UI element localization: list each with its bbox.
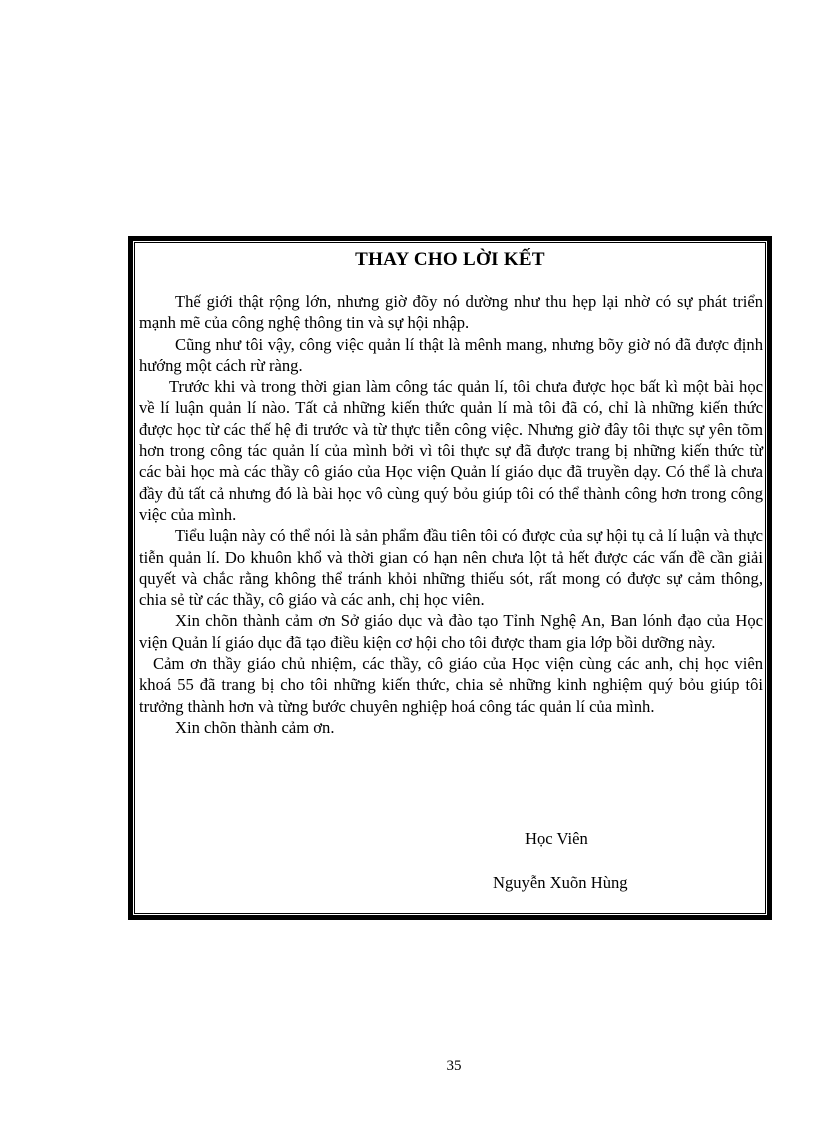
paragraph-3: Trước khi và trong thời gian làm công tác quản lí, tôi chưa được học bất kì một bài học về lí luận quản lí nào. Tất cả những kiến thức quản lí mà tôi đã có, chỉ là những kiến thức được học từ các thế hệ đi trước và từ thực tiễn công việc. Nhưng giờ đây tôi thực sự yên tõm hơn trong công tác quản lí của mình bởi vì tôi thực sự đã được trang bị những kiến thức từ các bài học mà các thầy cô giáo của Học viện Quản lí giáo dục đã truyền dạy. Có thể là chưa đầy đủ tất cả nhưng đó là bài học vô cùng quý bỏu giúp tôi có thể thành công hơn trong công việc của mình. (139, 377, 763, 524)
body-text (139, 291, 763, 738)
signature-name: Nguyễn Xuõn Hùng (493, 873, 628, 892)
paragraph-1: Thế giới thật rộng lớn, nhưng giờ đõy nó dường như thu hẹp lại nhờ có sự phát triển mạnh mẽ của công nghệ thông tin và sự hội nhập. (139, 292, 763, 333)
paragraph-5: Xin chõn thành cảm ơn Sở giáo dục và đào tạo Tỉnh Nghệ An, Ban lónh đạo của Học viện Quản lí giáo dục đã tạo điều kiện cơ hội cho tôi được tham gia lớp bồi dưỡng này. (139, 611, 763, 652)
section-title: THAY CHO LỜI KẾT (355, 249, 545, 270)
paragraph-6: Cảm ơn thầy giáo chủ nhiệm, các thầy, cô giáo của Học viện cùng các anh, chị học viên khoá 55 đã trang bị cho tôi những kiến thức, chia sẻ những kinh nghiệm quý bỏu giúp tôi trưởng thành hơn và từng bước chuyên nghiệp hoá công tác quản lí của mình. (139, 654, 763, 716)
paragraph-2: Cũng như tôi vậy, công việc quản lí thật là mênh mang, nhưng bõy giờ nó đã được định hướng một cách rừ ràng. (139, 334, 763, 375)
signature-role: Học Viên (525, 829, 588, 848)
closing-remarks-frame (128, 236, 772, 920)
paragraph-4: Tiểu luận này có thể nói là sản phẩm đầu tiên tôi có được của sự hội tụ cả lí luận và thực tiễn quản lí. Do khuôn khổ và thời gian có hạn nên chưa lột tả hết được các vấn đề cần giải quyết và chắc rằng không thể tránh khỏi những thiếu sót, rất mong có được sự cảm thông, chia sẻ từ các thầy, cô giáo và các anh, chị học viên. (139, 526, 763, 610)
page-number: 35 (446, 1058, 462, 1074)
paragraph-7: Xin chõn thành cảm ơn. (175, 717, 335, 737)
